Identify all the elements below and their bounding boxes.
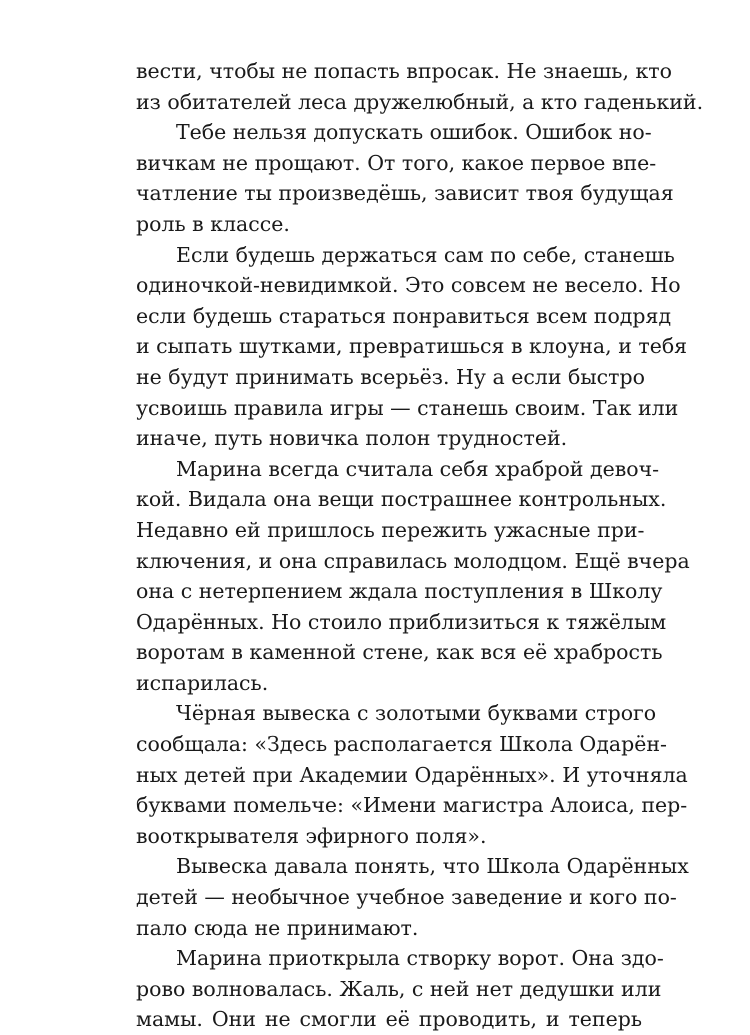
text-line: мамы. Они не смогли её проводить, и теперь	[136, 1007, 642, 1032]
text-line: рово волновалась. Жаль, с ней нет дедушки или	[136, 976, 662, 1001]
book-page-text	[136, 56, 704, 1035]
text-line: не будут принимать всерьёз. Ну а если быстро	[136, 364, 645, 389]
text-line: пало сюда не принимают.	[136, 915, 419, 940]
text-line: и сыпать шутками, превратишься в клоуна, и тебя	[136, 334, 688, 359]
text-line: Тебе нельзя допускать ошибок. Ошибок но-	[176, 120, 652, 145]
text-line: Вывеска давала понять, что Школа Одарённых	[176, 854, 689, 879]
text-line: ключения, и она справилась молодцом. Ещё вчера	[136, 548, 690, 573]
text-line: чатление ты произведёшь, зависит твоя будущая	[136, 181, 674, 206]
text-line: вооткрывателя эфирного поля».	[136, 823, 487, 848]
text-line: Чёрная вывеска с золотыми буквами строго	[176, 701, 657, 726]
text-line: Одарённых. Но стоило приблизиться к тяжёлым	[136, 609, 667, 634]
text-line: воротам в каменной стене, как вся её храбрость	[136, 640, 663, 665]
text-line: Недавно ей пришлось пережить ужасные при-	[136, 517, 645, 542]
text-line: кой. Видала она вещи пострашнее контрольных.	[136, 487, 667, 512]
text-line: одиночкой-невидимкой. Это совсем не весело. Но	[136, 273, 681, 298]
text-line: Если будешь держаться сам по себе, станешь	[176, 242, 675, 267]
text-line: Марина приоткрыла створку ворот. Она здо-	[176, 946, 664, 971]
text-line: детей — необычное учебное заведение и кого по-	[136, 885, 677, 910]
text-line: роль в классе.	[136, 211, 290, 236]
text-line: из обитателей леса дружелюбный, а кто гаденький.	[136, 89, 704, 114]
text-line: Марина всегда считала себя храброй девоч-	[176, 456, 660, 481]
text-line: вести, чтобы не попасть впросак. Не знаешь, кто	[136, 59, 672, 83]
text-line: сообщала: «Здесь располагается Школа Одарён-	[136, 732, 667, 757]
text-line: буквами помельче: «Имени магистра Алоиса, пер-	[136, 793, 688, 818]
text-line: она с нетерпением ждала поступления в Школу	[136, 579, 663, 604]
text-line: если будешь стараться понравиться всем подряд	[136, 303, 672, 328]
text-line: вичкам не прощают. От того, какое первое впе-	[136, 150, 657, 175]
text-line: ных детей при Академии Одарённых». И уточняла	[136, 762, 688, 787]
text-line: испарилась.	[136, 670, 269, 695]
text-line: усвоишь правила игры — станешь своим. Так или	[136, 395, 679, 420]
text-line: иначе, путь новичка полон трудностей.	[136, 426, 568, 451]
